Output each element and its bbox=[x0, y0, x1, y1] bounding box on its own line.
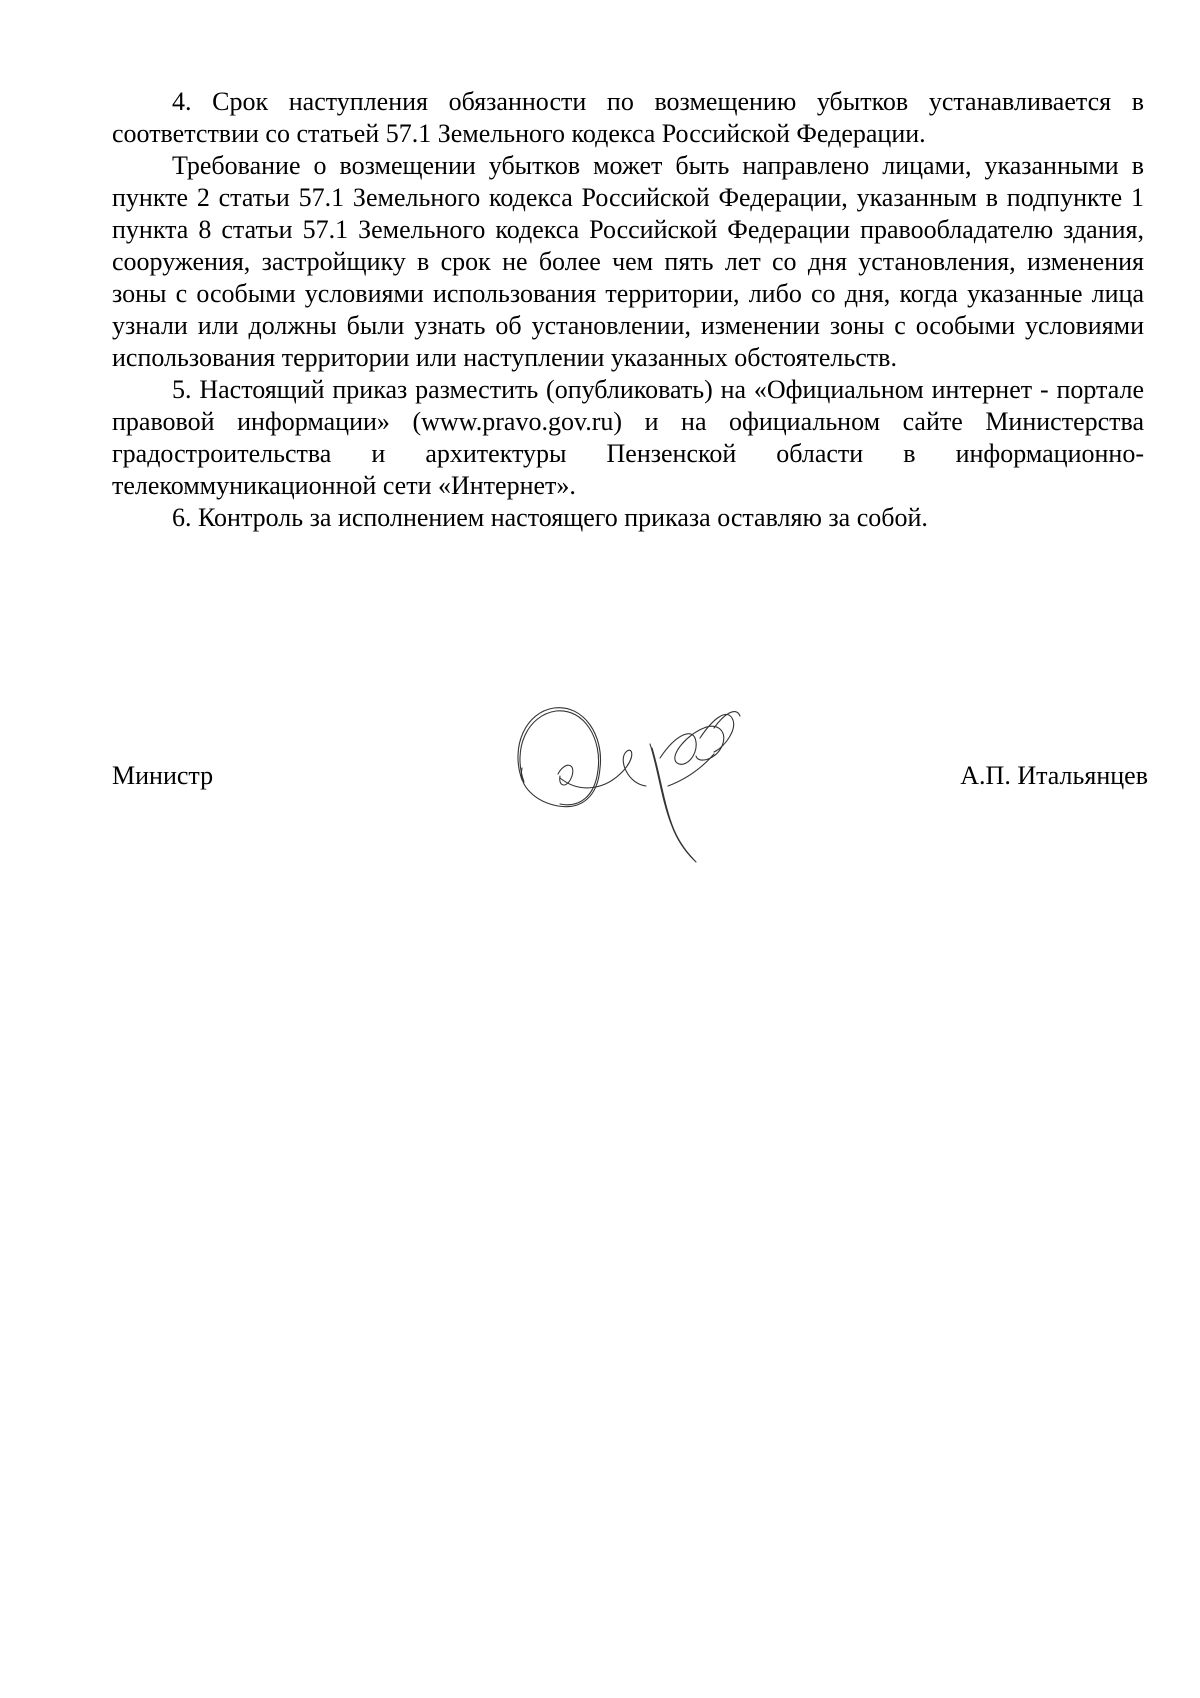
handwritten-signature bbox=[500, 698, 770, 878]
paragraph-claim-requirement: Требование о возмещении убытков может быть направлено лицами, указанными в пункте 2 статьи 57.1 Земельного кодекса Российской Федерации, указанным в подпункте 1 пункта 8 статьи 57.1 Земельного кодекса Российской Федерации правообладателю здания, сооружения, застройщику в срок не более чем пять лет со дня установления, изменения зоны с особыми условиями использования территории, либо со дня, когда указанные лица узнали или должны были узнать об установлении, изменении зоны с особыми условиями использования территории или наступлении указанных обстоятельств. bbox=[112, 151, 1144, 372]
signer-name: А.П. Итальянцев bbox=[960, 761, 1148, 790]
document-body bbox=[112, 86, 1144, 534]
signer-position: Министр bbox=[112, 761, 214, 790]
paragraph-item-4: 4. Срок наступления обязанности по возмещению убытков устанавливается в соответствии со статьей 57.1 Земельного кодекса Российской Федерации. bbox=[112, 87, 1144, 148]
paragraph-item-5: 5. Настоящий приказ разместить (опубликовать) на «Официальном интернет - портале правовой информации» (www.pravo.gov.ru) и на официальном сайте Министерства градостроительства и архитектуры Пензенской области в информационно-телекоммуникационной сети «Интернет». bbox=[112, 375, 1144, 500]
paragraph-item-6: 6. Контроль за исполнением настоящего приказа оставляю за собой. bbox=[172, 503, 928, 532]
